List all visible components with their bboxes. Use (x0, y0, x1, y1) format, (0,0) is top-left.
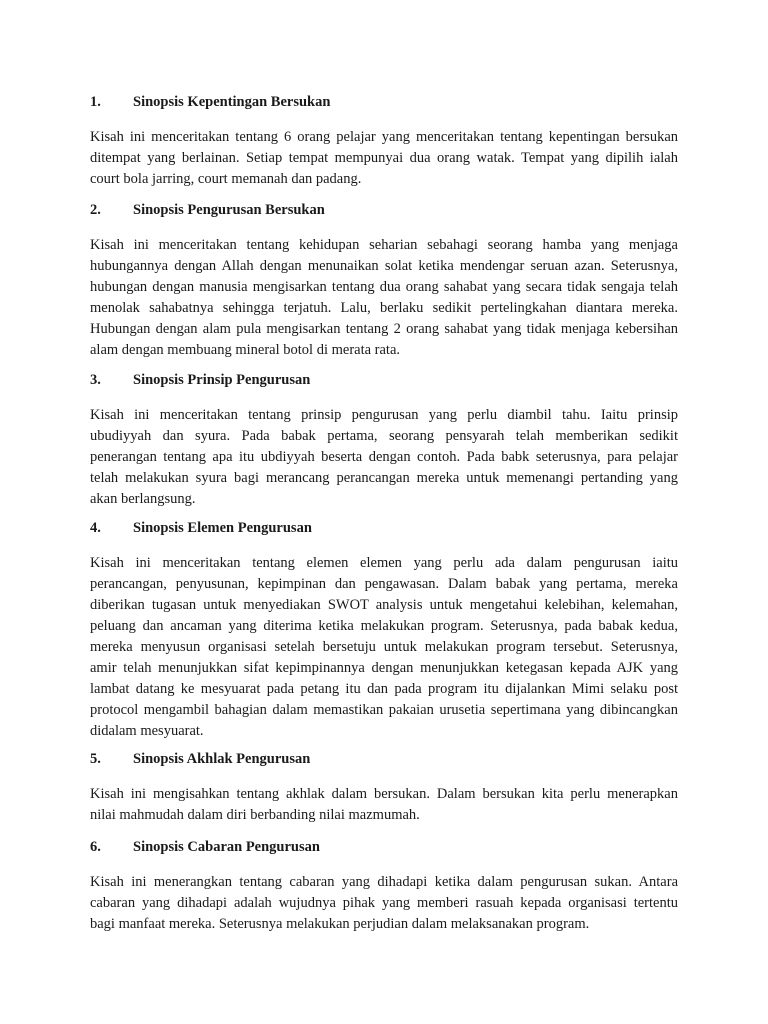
section-heading (90, 370, 678, 390)
section-number: 1. (90, 94, 101, 110)
paragraph-line: cabaran yang dihadapi adalah wujudnya pihak yang memberi rasuah kepada organisasi tertentu (90, 895, 678, 911)
paragraph-line: ubudiyyah dan syura. Pada babak pertama, seorang pensyarah telah memberikan sedikit (90, 428, 678, 444)
paragraph-line: menolak sahabatnya sehingga terjatuh. Lalu, berlaku sedikit pertelingkahan diantara mereka. (90, 300, 678, 316)
paragraph-line: peluang dan ancaman yang diterima ketika melakukan program. Seterusnya, pada babak kedua, (90, 618, 678, 634)
section-paragraph (90, 872, 678, 935)
section-title: Sinopsis Prinsip Pengurusan (133, 372, 311, 388)
section-number: 2. (90, 202, 101, 218)
paragraph-line: ditempat yang berlainan. Setiap tempat mempunyai dua orang watak. Tempat yang dipilih ialah (90, 150, 678, 166)
paragraph-line: Kisah ini menceritakan tentang elemen elemen yang perlu ada dalam pengurusan iaitu (90, 555, 678, 571)
paragraph-line: bagi manfaat mereka. Seterusnya melakukan perjudian dalam melaksanakan program. (90, 916, 590, 932)
section-paragraph (90, 405, 678, 510)
section-heading (90, 837, 678, 857)
paragraph-line: telah melakukan syura bagi merancang perancangan mereka untuk memenangi pertanding yang (90, 470, 678, 486)
section-3 (90, 370, 678, 510)
section-paragraph (90, 553, 678, 742)
paragraph-line: nilai mahmudah dalam diri berbanding nilai mazmumah. (90, 807, 420, 823)
paragraph-line: diberikan tugasan untuk menyediakan SWOT analysis untuk mengetahui kelebihan, kelemahan, (90, 597, 678, 613)
section-title: Sinopsis Cabaran Pengurusan (133, 839, 320, 855)
paragraph-line: alam dengan membuang mineral botol di merata rata. (90, 342, 401, 358)
paragraph-line: perancangan, penyusunan, kepimpinan dan pengawasan. Dalam babak yang pertama, mereka (90, 576, 678, 592)
paragraph-line: akan berlangsung. (90, 491, 196, 507)
section-4 (90, 518, 678, 742)
section-number: 6. (90, 839, 101, 855)
section-number: 5. (90, 751, 101, 767)
section-paragraph (90, 127, 678, 190)
section-title: Sinopsis Elemen Pengurusan (133, 520, 312, 536)
paragraph-line: penerangan tentang apa itu ubdiyyah beserta dengan contoh. Pada babk seterusnya, para pelajar (90, 449, 678, 465)
section-number: 4. (90, 520, 101, 536)
section-heading (90, 518, 678, 538)
paragraph-line: court bola jarring, court memanah dan padang. (90, 171, 362, 187)
paragraph-line: protocol mengambil bahagian dalam memastikan pakaian urusetia sepertimana yang dibincangkan (90, 702, 678, 718)
paragraph-line: hubungannya dengan Allah dengan menunaikan solat ketika mendengar seruan azan. Seterusnya, (90, 258, 678, 274)
paragraph-line: Hubungan dengan alam pula mengisarkan tentang 2 orang sahabat yang tidak menjaga kebersihan (90, 321, 678, 337)
section-paragraph (90, 784, 678, 826)
section-1 (90, 92, 678, 190)
section-heading (90, 92, 678, 112)
paragraph-line: Kisah ini menceritakan tentang 6 orang pelajar yang menceritakan tentang kepentingan bersukan (90, 129, 678, 145)
section-5 (90, 749, 678, 826)
paragraph-line: lambat datang ke mesyuarat pada petang itu dan pada program itu dijalankan Mimi selaku post (90, 681, 678, 697)
paragraph-line: mereka menyusun organisasi setelah bersetuju untuk melakukan program tersebut. Seterusnya, (90, 639, 678, 655)
paragraph-line: Kisah ini menceritakan tentang kehidupan seharian sebahagi seorang hamba yang menjaga (90, 237, 678, 253)
paragraph-line: Kisah ini menceritakan tentang prinsip pengurusan yang perlu diambil tahu. Iaitu prinsip (90, 407, 678, 423)
section-paragraph (90, 235, 678, 361)
section-6 (90, 837, 678, 935)
section-heading (90, 749, 678, 769)
section-number: 3. (90, 372, 101, 388)
section-title: Sinopsis Pengurusan Bersukan (133, 202, 325, 218)
paragraph-line: Kisah ini menerangkan tentang cabaran yang dihadapi ketika dalam pengurusan sukan. Antara (90, 874, 678, 890)
section-title: Sinopsis Akhlak Pengurusan (133, 751, 311, 767)
paragraph-line: didalam mesyuarat. (90, 723, 204, 739)
paragraph-line: hubungan dengan manusia mengisarkan tentang dua orang sahabat yang secara tidak sengaja telah (90, 279, 678, 295)
section-2 (90, 200, 678, 361)
section-title: Sinopsis Kepentingan Bersukan (133, 94, 331, 110)
section-heading (90, 200, 678, 220)
paragraph-line: amir telah menunjukkan sifat kepimpinannya dengan menunjukkan ketegasan kepada AJK yang (90, 660, 678, 676)
paragraph-line: Kisah ini mengisahkan tentang akhlak dalam bersukan. Dalam bersukan kita perlu menerapkan (90, 786, 678, 802)
